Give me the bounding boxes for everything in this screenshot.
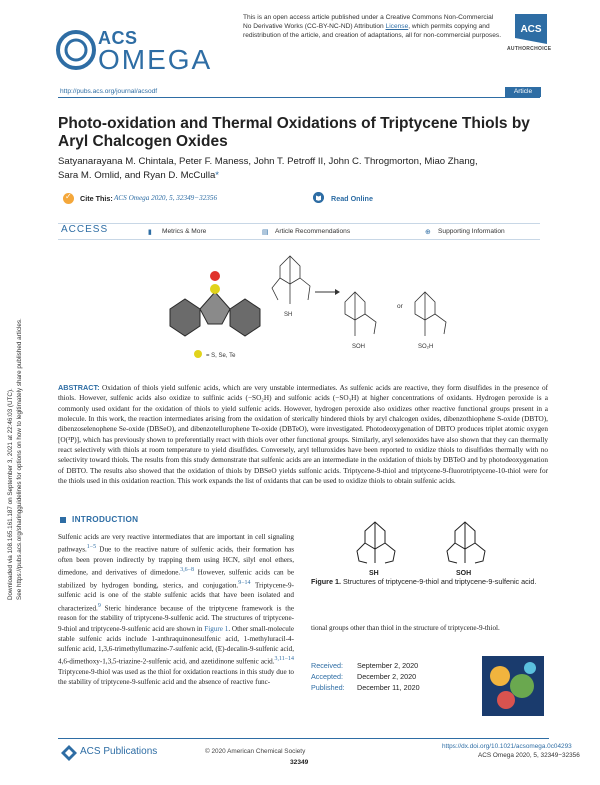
plus-circle-icon: ⊕: [425, 229, 431, 236]
copyright: © 2020 American Chemical Society: [205, 748, 306, 755]
acs-publications-logo-icon: [60, 744, 78, 762]
license-text-end: , which permits copying and redistribution of the article, and creation of adaptations, all for non-commercial purposes.: [243, 22, 502, 39]
cite-label: Cite This:: [80, 194, 113, 203]
citation-link[interactable]: ACS Omega 2020, 5, 32349−32356: [114, 194, 218, 202]
reference-link[interactable]: 9−14: [238, 579, 251, 586]
sulfenic-acid-sketch: [345, 292, 376, 336]
access-label: ACCESS: [61, 224, 109, 235]
article-type-badge: Article: [505, 87, 541, 97]
reference-link[interactable]: 9: [97, 602, 101, 609]
intro-text: Triptycene-9-thiol was used as the thiol for oxidation reactions in this study due to the stability of triptycene-9-sulfenic acid and the absence of reactive func-: [58, 667, 294, 687]
date-accepted: Accepted: December 2, 2020: [311, 672, 417, 681]
read-online-button[interactable]: Read Online: [331, 194, 373, 203]
date-received: Received: September 2, 2020: [311, 661, 419, 670]
journal-reference: ACS Omega 2020, 5, 32349−32356: [478, 752, 580, 759]
intro-text: Due to the reactive nature of sulfenic acids, their formation has often been proven indirectly by trapping them using HCN, silyl enol ethers, dimedone, and derivatives of dimedone.: [58, 545, 294, 577]
date-published: Published: December 11, 2020: [311, 683, 420, 692]
author-list: [58, 155, 548, 182]
dibenzothiophene-oxide-structure: [170, 271, 260, 336]
download-notice: [3, 270, 25, 600]
logo-omega-text: OMEGA: [98, 44, 213, 75]
author-line-1: Satyanarayana M. Chintala, Peter F. Maness, John T. Petroff II, John C. Throgmorton, Miao Zhang,: [58, 156, 478, 167]
journal-url-link[interactable]: http://pubs.acs.org/journal/acsodf: [60, 88, 158, 95]
triptycene-sulfenic-acid-structure: [447, 522, 485, 563]
abstract-text: Oxidation of thiols yield sulfenic acids, which are very unstable intermediates. As sulfenic acids are reactive, they form disulfides in the presence of thiols. However, sulfenic acids also oxidize to sulfinic acids (−SO₂H) and sulfonic acids (−SO₃H) at higher concentrations of oxidants. Hydrogen peroxide is a commonly used oxidant for the oxidation of thiols to yield sulfenic acids. However, hydrogen peroxide also oxidizes other reactive functional groups present in a molecule. In this work, the reaction intermediates arising from the oxidation of sterically hindered thiols by aryl chalcogen oxides, dibenzothiophene S-oxide (DBTO), dibenzoselenophene Se-oxide (DBSeO), and dibenzotellurophene Te-oxide (DBTeO), were investigated. Photodeoxygenation of DBTO produces triplet atomic oxygen [O(³P)], which has previously shown to preferentially react with thiols over other functional groups. Similarly, aryl selenoxides have also shown that they can thermally react selectively with thiols at room temperature to yield disulfides. Conversely, aryl telluroxides have been reported to oxidize thiols to disulfides thermally with no selectivity toward thiols. The results from this study demonstrate that sulfenic acids are an intermediate in the oxidation of thiols by DBTeO and by photodeoxygenation of DBTO. The results also showed that the oxidation of thiols by DBSeO yields sulfonic acids. Triptycene-9-thiol and triptycene-9-fluorotriptycene-10-thiol were for the thiols used in this oxidation reaction. This work expands the list of oxidants that can be used to oxidize thiols to obtain sulfenic acids.: [58, 384, 548, 486]
license-notice: [243, 14, 503, 40]
cite-check-icon: ✓: [65, 192, 72, 201]
toc-sh-label: SH: [284, 312, 293, 318]
intro-text: However, sulfenic acids can be stabilized by hydrogen bonding, sterics, and conjugation.: [58, 568, 294, 590]
read-online-icon[interactable]: [313, 192, 324, 203]
article-recommendations-link[interactable]: Article Recommendations: [275, 228, 351, 235]
toc-graphic: [150, 244, 550, 364]
footer-divider: [58, 738, 549, 739]
reference-link[interactable]: 3,6−8: [180, 567, 194, 574]
abstract-label: ABSTRACT:: [58, 383, 100, 392]
sh-label: SH: [369, 570, 379, 577]
badge-subtitle: AUTHORCHOICE: [507, 46, 552, 52]
reference-link[interactable]: 1−5: [86, 544, 97, 551]
figure-caption-text: Structures of triptycene-9-thiol and triptycene-9-sulfenic acid.: [340, 577, 537, 586]
triptycene-thiol-structure: [357, 522, 395, 563]
reference-link[interactable]: 3,11−14: [274, 656, 294, 663]
acs-publications-logo: ACS Publications: [80, 746, 158, 757]
triptycene-thiol-sketch: [272, 256, 310, 304]
figure-1-link[interactable]: Figure 1: [204, 624, 229, 633]
paper-title: Photo-oxidation and Thermal Oxidations of Triptycene Thiols by Aryl Chalcogen Oxides: [58, 115, 530, 150]
figure-label: Figure 1.: [311, 577, 341, 586]
journal-cover-image: [482, 656, 544, 716]
document-icon: ▤: [262, 229, 269, 236]
figure-1-caption: [311, 577, 549, 587]
figure-1-structures: [345, 517, 515, 577]
section-heading-introduction: INTRODUCTION: [72, 515, 139, 524]
corresponding-author-star[interactable]: *: [215, 169, 220, 181]
section-marker: [60, 517, 66, 523]
badge-label: ACS: [520, 24, 542, 35]
intro-text: Sulfenic acids are very reactive intermediates that are important in cell signaling pathways.: [58, 533, 294, 554]
author-choice-badge-icon: [513, 10, 549, 46]
intro-text: Triptycene-9-sulfenic acid is one of the stable sulfenic acids that have been isolated and characterized.: [58, 581, 294, 612]
doi-link[interactable]: https://dx.doi.org/10.1021/acsomega.0c04293: [442, 743, 572, 750]
supporting-information-link[interactable]: Supporting Information: [438, 228, 505, 235]
logo-acs-text: ACS: [98, 28, 138, 48]
license-text: This is an open access article published under a Creative Commons Non-Commercial No Derivative Works (CC-BY-NC-ND) Attribution: [243, 14, 494, 30]
introduction-column-left: [58, 532, 294, 687]
toc-soh-label: SOH: [352, 344, 366, 350]
introduction-column-right: tional groups other than thiol in the structure of triptycene-9-thiol.: [311, 624, 500, 632]
page-number: 32349: [290, 759, 309, 766]
toc-so2h-label: SO₂H: [418, 344, 434, 350]
download-notice-line-2: See https://pubs.acs.org/sharingguidelines for options on how to legitimately share published articles.: [16, 318, 23, 600]
license-link[interactable]: License: [385, 22, 409, 30]
soh-label: SOH: [456, 570, 472, 577]
download-notice-line-1: Downloaded via 108.165.161.187 on September 3, 2021 at 22:46:03 (UTC).: [7, 388, 14, 600]
author-line-2: Sara M. Omlid, and Ryan D. McCulla: [58, 169, 216, 181]
bar-chart-icon: ▮: [148, 229, 152, 236]
toc-or-label: or: [397, 303, 403, 310]
intro-text: Steric hinderance because of the triptycene framework is the reason for the stability of triptycene-9-sulfenic acid. The structures of triptycene-9-thiol and triptycene-9-sulfenic acid are shown in: [58, 604, 294, 633]
chalcogen-legend-dot: [194, 350, 202, 358]
chalcogen-legend: = S, Se, Te: [206, 353, 236, 359]
sulfinic-acid-sketch: [415, 292, 446, 336]
metrics-more-link[interactable]: Metrics & More: [162, 228, 207, 235]
intro-text: . Other small-molecule stable sulfenic acids include 1-anthraquinonesulfenic acid, 1-methyluracil-4-sulfenic acid, 1,3,6-trimethyllumazine-7-sulfenic acid, (E)-decalin-9-sulfenic acid, 4,6-dimethoxy-1,3,5-triazine-2-sulfenic acid, and azetidinone sulfenic acid.: [58, 624, 295, 666]
abstract: [58, 383, 548, 486]
